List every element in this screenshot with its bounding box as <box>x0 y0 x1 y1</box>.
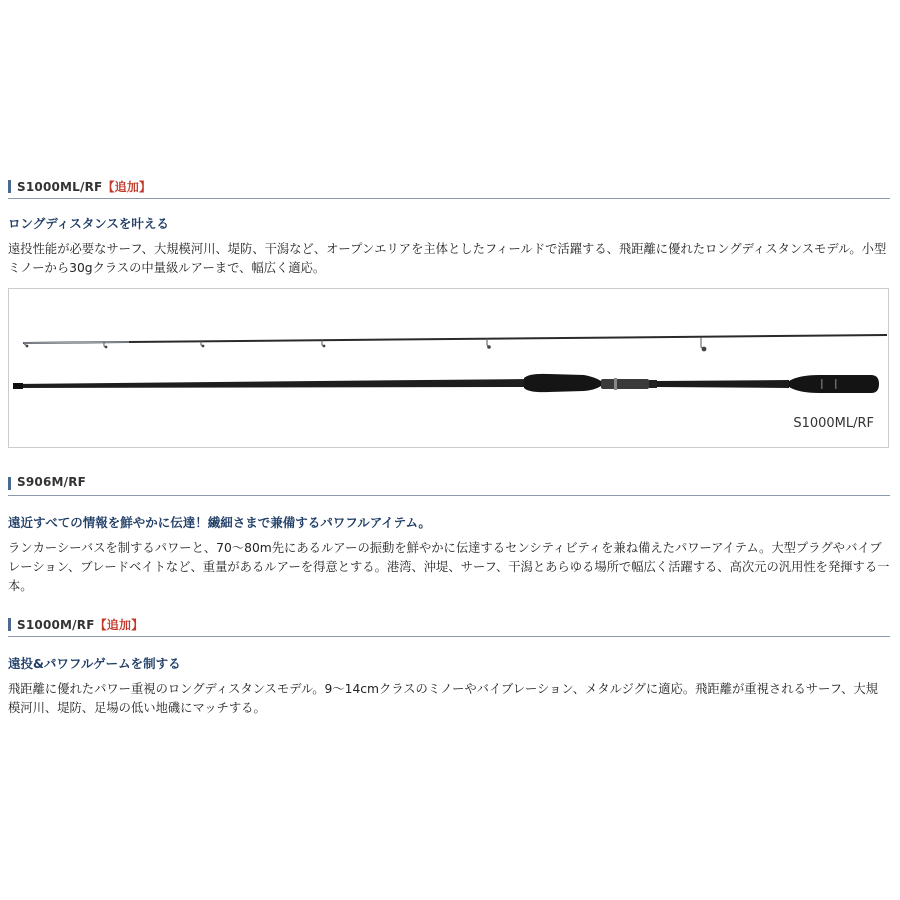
section-body: 飛距離に優れたパワー重視のロングディスタンスモデル。9～14cmクラスのミノーやバイブレーション、メタルジグに適応。飛距離が重視されるサーフ、大規模河川、堤防、足場の低い地磯にマッチする。 <box>8 682 878 715</box>
section-headline: ロングディスタンスを叶える <box>8 216 169 231</box>
rod-model-label: S1000ML/RF <box>793 416 874 431</box>
section-header-s906m <box>8 475 890 496</box>
section-header-s1000m <box>8 616 890 637</box>
section-model-name: S906M/RF <box>17 475 87 489</box>
section-accent-bar <box>8 477 11 490</box>
rod-illustration <box>9 289 890 449</box>
added-tag: 【追加】 <box>94 618 144 632</box>
section-model-name: S1000M/RF【追加】 <box>17 618 144 632</box>
section-accent-bar <box>8 618 11 631</box>
section-body: 遠投性能が必要なサーフ、大規模河川、堤防、干潟など、オープンエリアを主体としたフィールドで活躍する、飛距離に優れたロングディスタンスモデル。小型ミノーから30gクラスの中量級ルアーまで、幅広く適応。 <box>8 242 887 275</box>
section-headline: 遠投&パワフルゲームを制する <box>8 656 181 671</box>
section-header-s1000ml <box>8 178 890 199</box>
section-body: ランカーシーバスを制するパワーと、70～80m先にあるルアーの振動を鮮やかに伝達するセンシティビティを兼ね備えたパワーアイテム。大型プラグやバイブレーション、ブレードベイトなど、重量があるルアーを得意とする。港湾、沖堤、サーフ、干潟とあらゆる場所で幅広く活躍する、高次元の汎用性を発揮する一本。 <box>8 541 890 593</box>
section-model-name: S1000ML/RF【追加】 <box>17 180 152 194</box>
added-tag: 【追加】 <box>102 180 152 194</box>
section-headline: 遠近すべての情報を鮮やかに伝達！繊細さまで兼備するパワフルアイテム。 <box>8 515 431 530</box>
rod-image <box>8 288 889 448</box>
section-accent-bar <box>8 180 11 193</box>
